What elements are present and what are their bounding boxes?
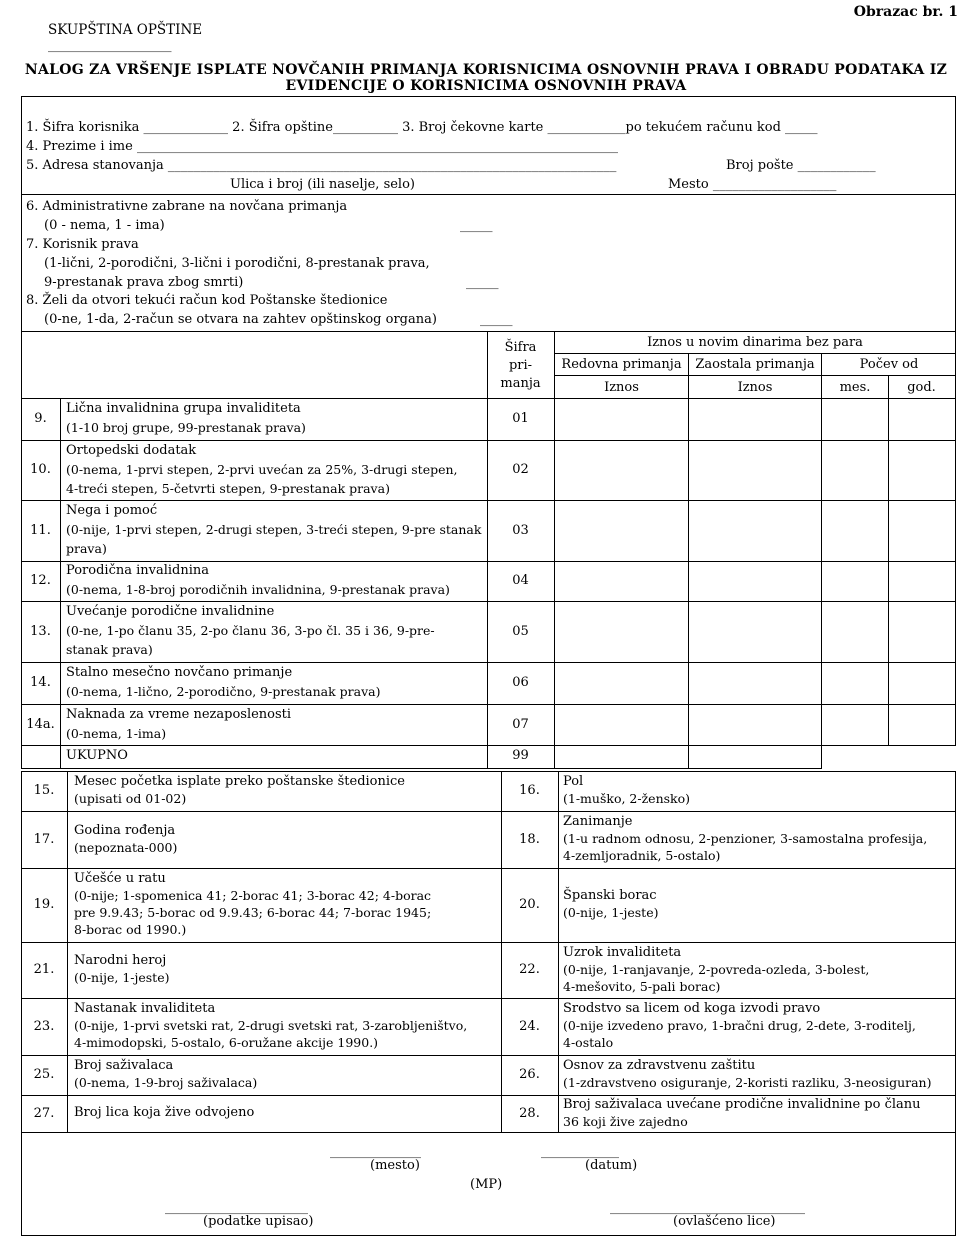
left-item-label: Učešće u ratu: [74, 871, 166, 886]
row-hint: (0-nema, 1-ima): [66, 726, 167, 741]
right-item-hint: (0-nije izvedeno pravo, 1-bračni drug, 2-dete, 3-roditelj,: [563, 1018, 916, 1033]
row-code: 01: [512, 411, 529, 426]
right-item-hint: (1-muško, 2-žensko): [563, 791, 691, 806]
month-cell[interactable]: [823, 705, 887, 744]
left-item-hint: 4-mimodopski, 5-ostalo, 6-oružane akcije 1990.): [74, 1035, 379, 1050]
stamp-caption: (MP): [470, 1177, 503, 1192]
left-item-hint: (0-nije, 1-prvi svetski rat, 2-drugi svetski rat, 3-zarobljeništvo,: [74, 1018, 468, 1033]
right-item-label: Španski borac: [563, 888, 657, 903]
q7-label: 7. Korisnik prava: [26, 237, 139, 252]
date-caption: (datum): [585, 1158, 638, 1173]
col-header-amount: Iznos: [604, 380, 639, 395]
month-cell[interactable]: [823, 501, 887, 560]
left-item-label: Nastanak invaliditeta: [74, 1001, 216, 1016]
right-item-hint: (1-zdravstveno osiguranje, 2-koristi razliku, 3-neosiguran): [563, 1075, 932, 1090]
right-item-label: Uzrok invaliditeta: [563, 945, 682, 960]
arrears-amount-cell[interactable]: [690, 562, 820, 600]
left-item-hint: (0-nije, 1-jeste): [74, 970, 170, 985]
q8-label: 8. Želi da otvori tekući račun kod Poštanske štedionice: [26, 293, 388, 308]
row-code: 02: [512, 462, 529, 477]
regular-amount-cell[interactable]: [556, 705, 687, 744]
right-item-hint: (1-u radnom odnosu, 2-penzioner, 3-samostalna profesija,: [563, 831, 928, 846]
right-item-hint: 4-zemljoradnik, 5-ostalo): [563, 848, 721, 863]
left-item-number: 21.: [33, 962, 55, 977]
entered-by-line[interactable]: ______________________: [165, 1200, 308, 1215]
left-item-number: 23.: [33, 1019, 55, 1034]
right-item-number: 20.: [519, 897, 540, 912]
form-number: Obrazac br. 1: [853, 4, 958, 20]
form-title-line-1: NALOG ZA VRŠENJE ISPLATE NOVČANIH PRIMANJA KORISNICIMA OSNOVNIH PRAVA I OBRADU PODATAKA IZ: [24, 62, 948, 78]
form-title: [10, 62, 962, 94]
regular-amount-cell[interactable]: [556, 562, 687, 600]
left-item-number: 19.: [33, 897, 55, 912]
regular-amount-cell[interactable]: [556, 602, 687, 661]
right-item-number: 22.: [519, 962, 540, 977]
row-hint: prava): [66, 541, 107, 556]
row-hint: (0-nema, 1-lično, 2-porodično, 9-prestanak prava): [66, 684, 381, 699]
date-line[interactable]: ____________: [541, 1144, 619, 1159]
right-item-number: 16.: [519, 783, 540, 798]
month-cell[interactable]: [823, 663, 887, 703]
left-item-hint: (upisati od 01-02): [74, 791, 187, 806]
right-item-label: Broj saživalaca uvećane prodične invalidnine po članu: [563, 1097, 921, 1112]
left-item-hint: (0-nije; 1-spomenica 41; 2-borac 41; 3-borac 42; 4-borac: [74, 888, 432, 903]
left-item-hint: (0-nema, 1-9-broj saživalaca): [74, 1075, 258, 1090]
left-item-hint: 8-borac od 1990.): [74, 922, 187, 937]
arrears-amount-cell[interactable]: [690, 705, 820, 744]
left-item-label: Broj lica koja žive odvojeno: [74, 1105, 255, 1120]
row-hint: (0-nema, 1-8-broj porodičnih invalidnina, 9-prestanak prava): [66, 582, 450, 597]
row-hint: (0-nije, 1-prvi stepen, 2-drugi stepen, 3-treći stepen, 9-pre stanak: [66, 522, 482, 537]
right-item-number: 18.: [519, 832, 540, 847]
row-number: 12.: [30, 573, 51, 588]
arrears-amount-cell[interactable]: [690, 399, 820, 439]
right-item-number: 24.: [519, 1019, 540, 1034]
row-number: 13.: [30, 624, 51, 639]
grid-line: [67, 771, 68, 1132]
month-cell[interactable]: [823, 602, 887, 661]
row-hint: (0-nema, 1-prvi stepen, 2-prvi uvećan za 25%, 3-drugi stepen,: [66, 462, 458, 477]
right-item-hint: 4-mešovito, 5-pali borac): [563, 979, 721, 994]
regular-amount-cell[interactable]: [556, 441, 687, 499]
col-header-sifra: Šifra: [504, 340, 537, 355]
right-item-hint: 4-ostalo: [563, 1035, 614, 1050]
left-item-number: 17.: [33, 832, 55, 847]
right-item-number: 26.: [519, 1067, 540, 1082]
row-hint: stanak prava): [66, 642, 153, 657]
row-label: Lična invalidnina grupa invaliditeta: [66, 401, 301, 416]
year-cell[interactable]: [890, 441, 954, 499]
q8-hint: (0-ne, 1-da, 2-račun se otvara na zahtev opštinskog organa): [44, 312, 437, 327]
row-code: 04: [512, 573, 529, 588]
left-item-label: Godina rođenja: [74, 823, 176, 838]
q6-label: 6. Administrativne zabrane na novčana primanja: [26, 199, 348, 214]
grid-line: [21, 745, 956, 746]
row-code: 05: [512, 624, 529, 639]
row-number: 11.: [30, 523, 51, 538]
month-cell[interactable]: [823, 399, 887, 439]
field-row-name[interactable]: 4. Prezime i ime __________________________________________________________________________: [26, 139, 618, 154]
left-item-number: 27.: [33, 1106, 55, 1121]
row-number: 14.: [30, 675, 51, 690]
arrears-amount-cell[interactable]: [690, 663, 820, 703]
organization-blank-line: ___________________: [48, 38, 172, 53]
row-number: 10.: [30, 462, 51, 477]
month-cell[interactable]: [823, 441, 887, 499]
left-item-hint: (nepoznata-000): [74, 840, 178, 855]
q6-hint: (0 - nema, 1 - ima): [44, 218, 165, 233]
grid-line: [60, 398, 61, 769]
right-item-hint: (0-nije, 1-ranjavanje, 2-povreda-ozleda, 3-bolest,: [563, 962, 870, 977]
arrears-amount-cell[interactable]: [690, 501, 820, 560]
field-row-identifiers[interactable]: 1. Šifra korisnika _____________ 2. Šifra opštine__________ 3. Broj čekovne karte ____________po tekućem računu kod _____: [26, 120, 818, 135]
authorized-line[interactable]: ______________________________: [610, 1200, 805, 1215]
entered-by-caption: (podatke upisao): [203, 1214, 314, 1229]
total-code: 99: [512, 748, 529, 763]
right-item-label: Pol: [563, 774, 584, 789]
grid-line: [21, 745, 22, 769]
year-cell[interactable]: [890, 562, 954, 600]
right-item-hint: 36 koji žive zajedno: [563, 1114, 688, 1129]
arrears-amount-cell[interactable]: [690, 602, 820, 661]
year-cell[interactable]: [890, 602, 954, 661]
regular-amount-cell[interactable]: [556, 399, 687, 439]
row-label: Naknada za vreme nezaposlenosti: [66, 707, 292, 722]
left-item-label: Narodni heroj: [74, 953, 167, 968]
row-code: 07: [512, 717, 529, 732]
row-code: 06: [512, 675, 529, 690]
col-header-year: god.: [907, 380, 936, 395]
left-item-label: Mesec početka isplate preko poštanske štedionice: [74, 774, 406, 789]
row-hint: (1-10 broj grupe, 99-prestanak prava): [66, 420, 306, 435]
col-header-amount-group: Iznos u novim dinarima bez para: [647, 335, 863, 350]
regular-amount-cell[interactable]: [556, 501, 687, 560]
row-number: 14a.: [26, 717, 55, 732]
year-cell[interactable]: [890, 501, 954, 560]
grid-line: [21, 768, 822, 769]
field-row-address[interactable]: 5. Adresa stanovanja _____________________________________________________________________: [26, 158, 617, 173]
col-header-from: Počev od: [859, 357, 919, 372]
right-item-label: Osnov za zdravstvenu zaštitu: [563, 1058, 756, 1073]
grid-line: [21, 811, 956, 812]
place-caption: (mesto): [370, 1158, 420, 1173]
row-number: 9.: [34, 411, 47, 426]
left-item-number: 25.: [33, 1067, 55, 1082]
row-hint: (0-ne, 1-po članu 35, 2-po članu 36, 3-po čl. 35 i 36, 9-pre-: [66, 623, 435, 638]
grid-line: [21, 1055, 956, 1056]
col-header-sifra: manja: [500, 376, 541, 391]
col-header-sifra: pri-: [508, 358, 533, 373]
divider: [21, 331, 956, 332]
year-cell[interactable]: [890, 663, 954, 703]
q7-hint-2: 9-prestanak prava zbog smrti): [44, 275, 244, 290]
grid-line: [558, 771, 559, 1132]
grid-line: [21, 868, 956, 869]
row-label: Nega i pomoć: [66, 503, 158, 518]
q7-answer-field[interactable]: _____: [466, 275, 499, 290]
row-hint: 4-treći stepen, 5-četvrti stepen, 9-prestanak prava): [66, 481, 390, 496]
row-label: Porodična invalidnina: [66, 563, 210, 578]
street-hint: Ulica i broj (ili naselje, selo): [230, 177, 415, 192]
row-label: Ortopedski dodatak: [66, 443, 197, 458]
grid-line: [555, 375, 956, 376]
place-line[interactable]: ______________: [330, 1144, 421, 1159]
q6-answer-field[interactable]: _____: [460, 218, 493, 233]
year-cell[interactable]: [890, 399, 954, 439]
regular-amount-cell[interactable]: [556, 663, 687, 703]
row-code: 03: [512, 523, 529, 538]
col-header-amount: Iznos: [737, 380, 773, 395]
arrears-amount-cell[interactable]: [690, 441, 820, 499]
authorized-caption: (ovlašćeno lice): [673, 1214, 776, 1229]
row-label: Stalno mesečno novčano primanje: [66, 665, 293, 680]
right-item-hint: (0-nije, 1-jeste): [563, 905, 659, 920]
col-header-regular: Redovna primanja: [561, 357, 682, 372]
grid-line: [21, 1132, 956, 1133]
left-item-number: 15.: [33, 783, 55, 798]
q8-answer-field[interactable]: _____: [480, 312, 513, 327]
field-postal-code[interactable]: Broj pošte ____________: [726, 158, 876, 173]
form-title-line-2: EVIDENCIJE O KORISNICIMA OSNOVNIH PRAVA: [285, 78, 687, 94]
right-item-number: 28.: [519, 1106, 540, 1121]
grid-line: [888, 375, 889, 745]
year-cell[interactable]: [890, 705, 954, 744]
left-item-label: Broj saživalaca: [74, 1058, 174, 1073]
divider: [21, 194, 956, 195]
grid-line: [21, 998, 956, 999]
total-label: UKUPNO: [66, 748, 128, 763]
col-header-arrears: Zaostala primanja: [695, 357, 815, 372]
left-item-hint: pre 9.9.43; 5-borac od 9.9.43; 6-borac 44; 7-borac 1945;: [74, 905, 432, 920]
grid-line: [21, 942, 956, 943]
right-item-label: Zanimanje: [563, 814, 633, 829]
grid-line: [555, 353, 956, 354]
row-label: Uvećanje porodične invalidnine: [66, 604, 275, 619]
col-header-month: mes.: [839, 380, 871, 395]
right-item-label: Srodstvo sa licem od koga izvodi pravo: [563, 1001, 821, 1016]
organization-name: SKUPŠTINA OPŠTINE: [48, 22, 203, 38]
field-place[interactable]: Mesto ___________________: [668, 177, 837, 192]
q7-hint-1: (1-lični, 2-porodični, 3-lični i porodični, 8-prestanak prava,: [44, 256, 430, 271]
month-cell[interactable]: [823, 562, 887, 600]
